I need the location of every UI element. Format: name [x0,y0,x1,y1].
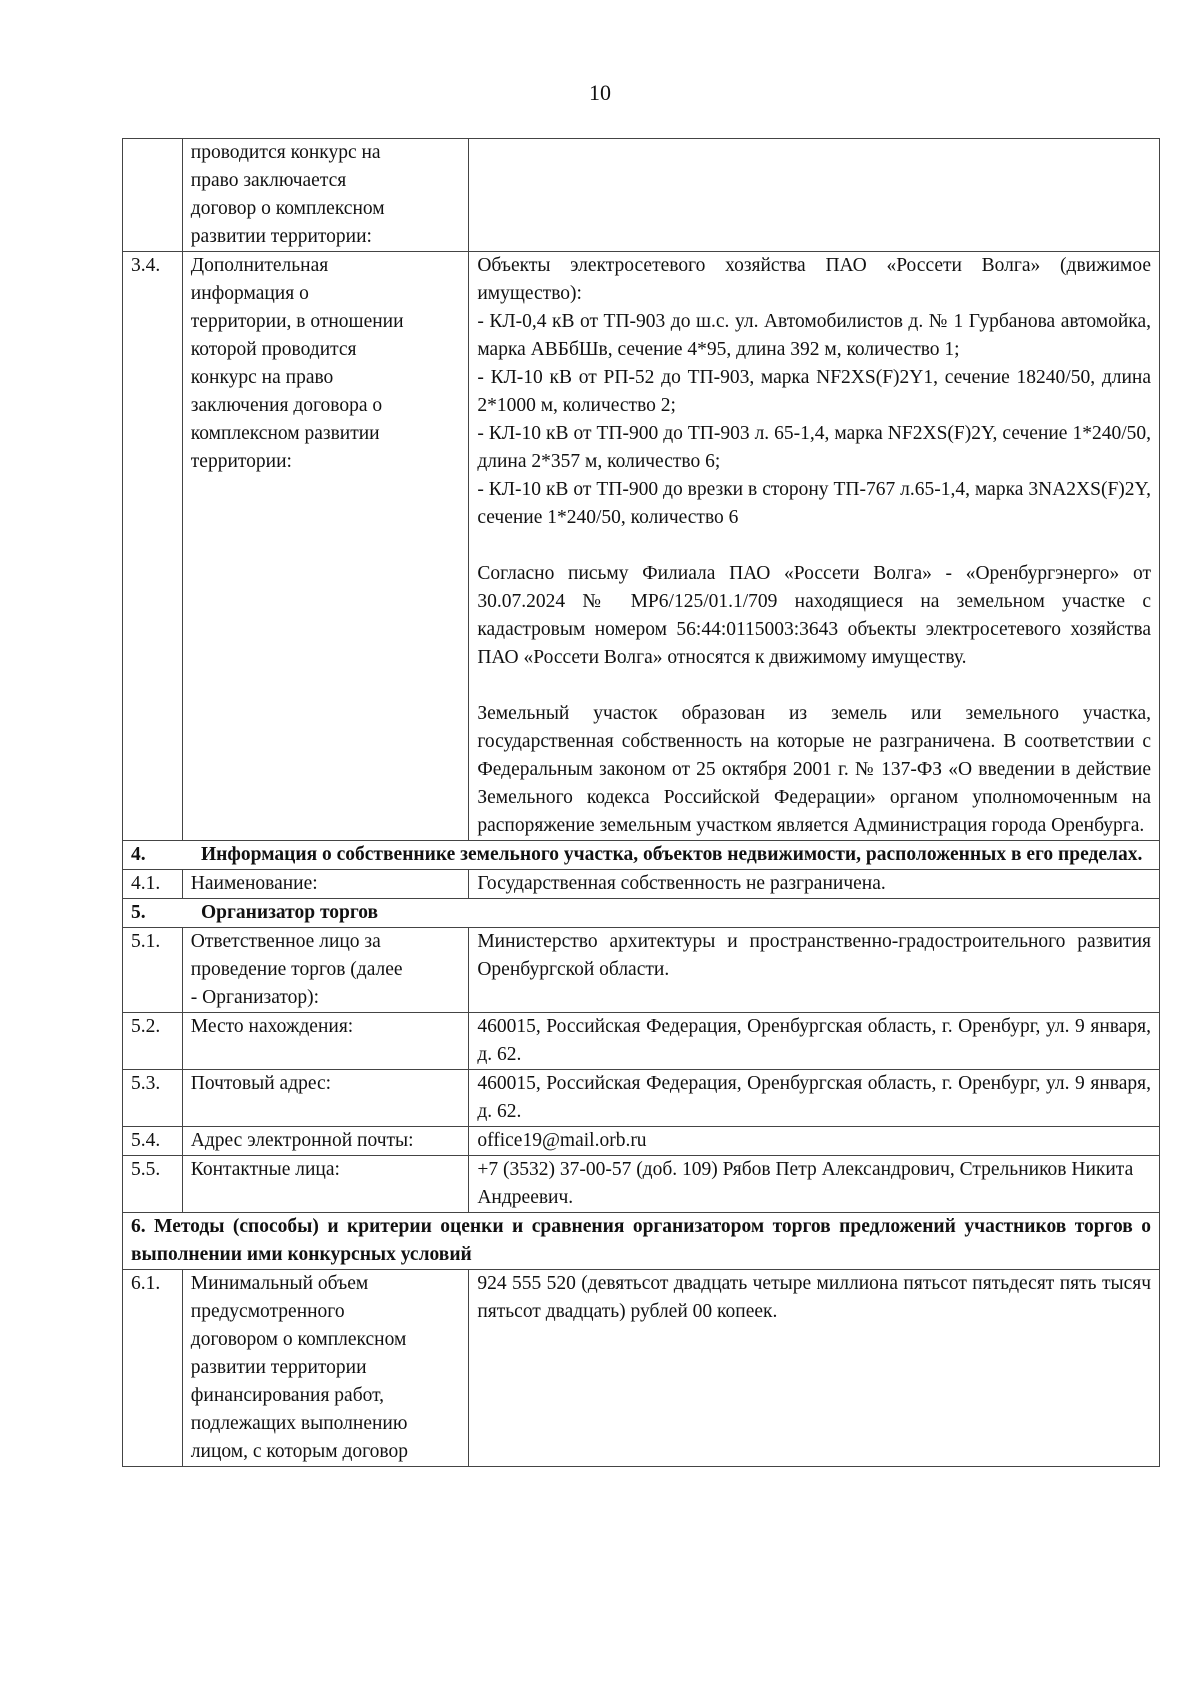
section-title [123,899,1160,928]
label-line: Дополнительная [190,255,329,276]
row-value: 924 555 520 (девятьсот двадцать четыре миллиона пятьсот пятьдесят пять тысяч пятьсот двадцать) рублей 00 копеек. [469,1270,1160,1467]
label-line: Минимальный объем [190,1273,369,1294]
label-line: территории, в отношении [190,311,404,332]
table-row-5-2 [123,1013,1160,1070]
row-number: 3.4. [123,252,183,841]
section-5-header [123,899,1160,928]
label-line: конкурс на право [190,367,334,388]
table-row-5-4 [123,1127,1160,1156]
label-line: право заключается [190,170,347,191]
table-row-4-1 [123,870,1160,899]
table-row-continuation [123,139,1160,252]
document-table [122,138,1160,1467]
section-number: 4. [131,844,146,865]
label-line: подлежащих выполнению [190,1413,408,1434]
table-row-5-5 [123,1156,1160,1213]
row-value-email: office19@mail.orb.ru [469,1127,1160,1156]
label-line: заключения договора о [190,395,383,416]
row-value: +7 (3532) 37-00-57 (доб. 109) Рябов Петр Александрович, Стрельников Никита Андреевич. [469,1156,1160,1213]
object-item: - КЛ-10 кВ от РП-52 до ТП-903, марка NF2XS(F)2Y1, сечение 18240/50, длина 2*1000 м, количество 2; [477,367,1151,416]
row-label-cell [182,139,469,252]
land-paragraph: Земельный участок образован из земель или земельного участка, государственная собственность на которые не разграничена. В соответствии с Федеральным законом от 25 октября 2001 г. № 137-ФЗ «О введении в действие Земельного кодекса Российской Федерации» органом уполномоченным на распоряжение земельным участком является Администрация города Оренбурга. [477,703,1151,836]
section-title-text: Информация о собственнике земельного участка, объектов недвижимости, расположенных в его пределах. [201,844,1143,865]
label-line: территории: [190,451,292,472]
row-label: Контактные лица: [182,1156,469,1213]
label-line: финансирования работ, [190,1385,385,1406]
section-6-header [123,1213,1160,1270]
label-line: которой проводится [190,339,357,360]
section-4-header [123,841,1160,870]
row-label-cell [182,1270,469,1467]
row-number: 6.1. [123,1270,183,1467]
object-item: - КЛ-0,4 кВ от ТП-903 до ш.с. ул. Автомобилистов д. № 1 Гурбанова автомойка, марка АВБбШв, сечение 4*95, длина 392 м, количество 1; [477,311,1151,360]
row-value-cell [469,139,1160,252]
row-number: 4.1. [123,870,183,899]
row-label: Место нахождения: [182,1013,469,1070]
object-item: - КЛ-10 кВ от ТП-900 до ТП-903 л. 65-1,4, марка NF2XS(F)2Y, сечение 1*240/50, длина 2*357 м, количество 6; [477,423,1151,472]
label-line: информация о [190,283,309,304]
label-line: комплексном развитии [190,423,380,444]
row-number: 5.1. [123,928,183,1013]
row-value: 460015, Российская Федерация, Оренбургская область, г. Оренбург, ул. 9 января, д. 62. [469,1013,1160,1070]
label-line: проводится конкурс на [190,142,381,163]
label-line: Ответственное лицо за [190,931,381,952]
row-label-cell [182,252,469,841]
objects-intro: Объекты электросетевого хозяйства ПАО «Россети Волга» (движимое имущество): [477,255,1151,304]
row-value: Министерство архитектуры и пространственно-градостроительного развития Оренбургской области. [469,928,1160,1013]
section-number: 5. [131,902,146,923]
row-number: 5.3. [123,1070,183,1127]
page-number: 10 [589,80,611,105]
label-line: развитии территории [190,1357,367,1378]
row-label: Адрес электронной почты: [182,1127,469,1156]
label-line: предусмотренного [190,1301,345,1322]
row-number-cell [123,139,183,252]
table-row-5-1 [123,928,1160,1013]
row-value: 460015, Российская Федерация, Оренбургская область, г. Оренбург, ул. 9 января, д. 62. [469,1070,1160,1127]
table-row-3-4 [123,252,1160,841]
section-title [123,841,1160,870]
label-line: - Организатор): [190,987,320,1008]
table-row-5-3 [123,1070,1160,1127]
label-line: лицом, с которым договор [190,1441,408,1462]
row-number: 5.5. [123,1156,183,1213]
section-title: 6. Методы (способы) и критерии оценки и сравнения организатором торгов предложений участников торгов о выполнении ими конкурсных условий [123,1213,1160,1270]
label-line: договором о комплексном [190,1329,407,1350]
row-number: 5.4. [123,1127,183,1156]
label-line: развитии территории: [190,226,372,247]
label-line: договор о комплексном [190,198,385,219]
row-value-cell [469,252,1160,841]
row-number: 5.2. [123,1013,183,1070]
table-row-6-1 [123,1270,1160,1467]
label-line: проведение торгов (далее [190,959,403,980]
row-value: Государственная собственность не разграничена. [469,870,1160,899]
section-title-text: Организатор торгов [201,902,379,923]
row-label-cell [182,928,469,1013]
row-label: Наименование: [182,870,469,899]
object-item: - КЛ-10 кВ от ТП-900 до врезки в сторону ТП-767 л.65-1,4, марка 3NA2XS(F)2Y, сечение 1*240/50, количество 6 [477,479,1151,528]
letter-paragraph: Согласно письму Филиала ПАО «Россети Волга» - «Оренбургэнерго» от 30.07.2024 № МР6/125/01.1/709 находящиеся на земельном участке с кадастровым номером 56:44:0115003:3643 объекты электросетевого хозяйства ПАО «Россети Волга» относятся к движимому имуществу. [477,563,1151,668]
row-label: Почтовый адрес: [182,1070,469,1127]
